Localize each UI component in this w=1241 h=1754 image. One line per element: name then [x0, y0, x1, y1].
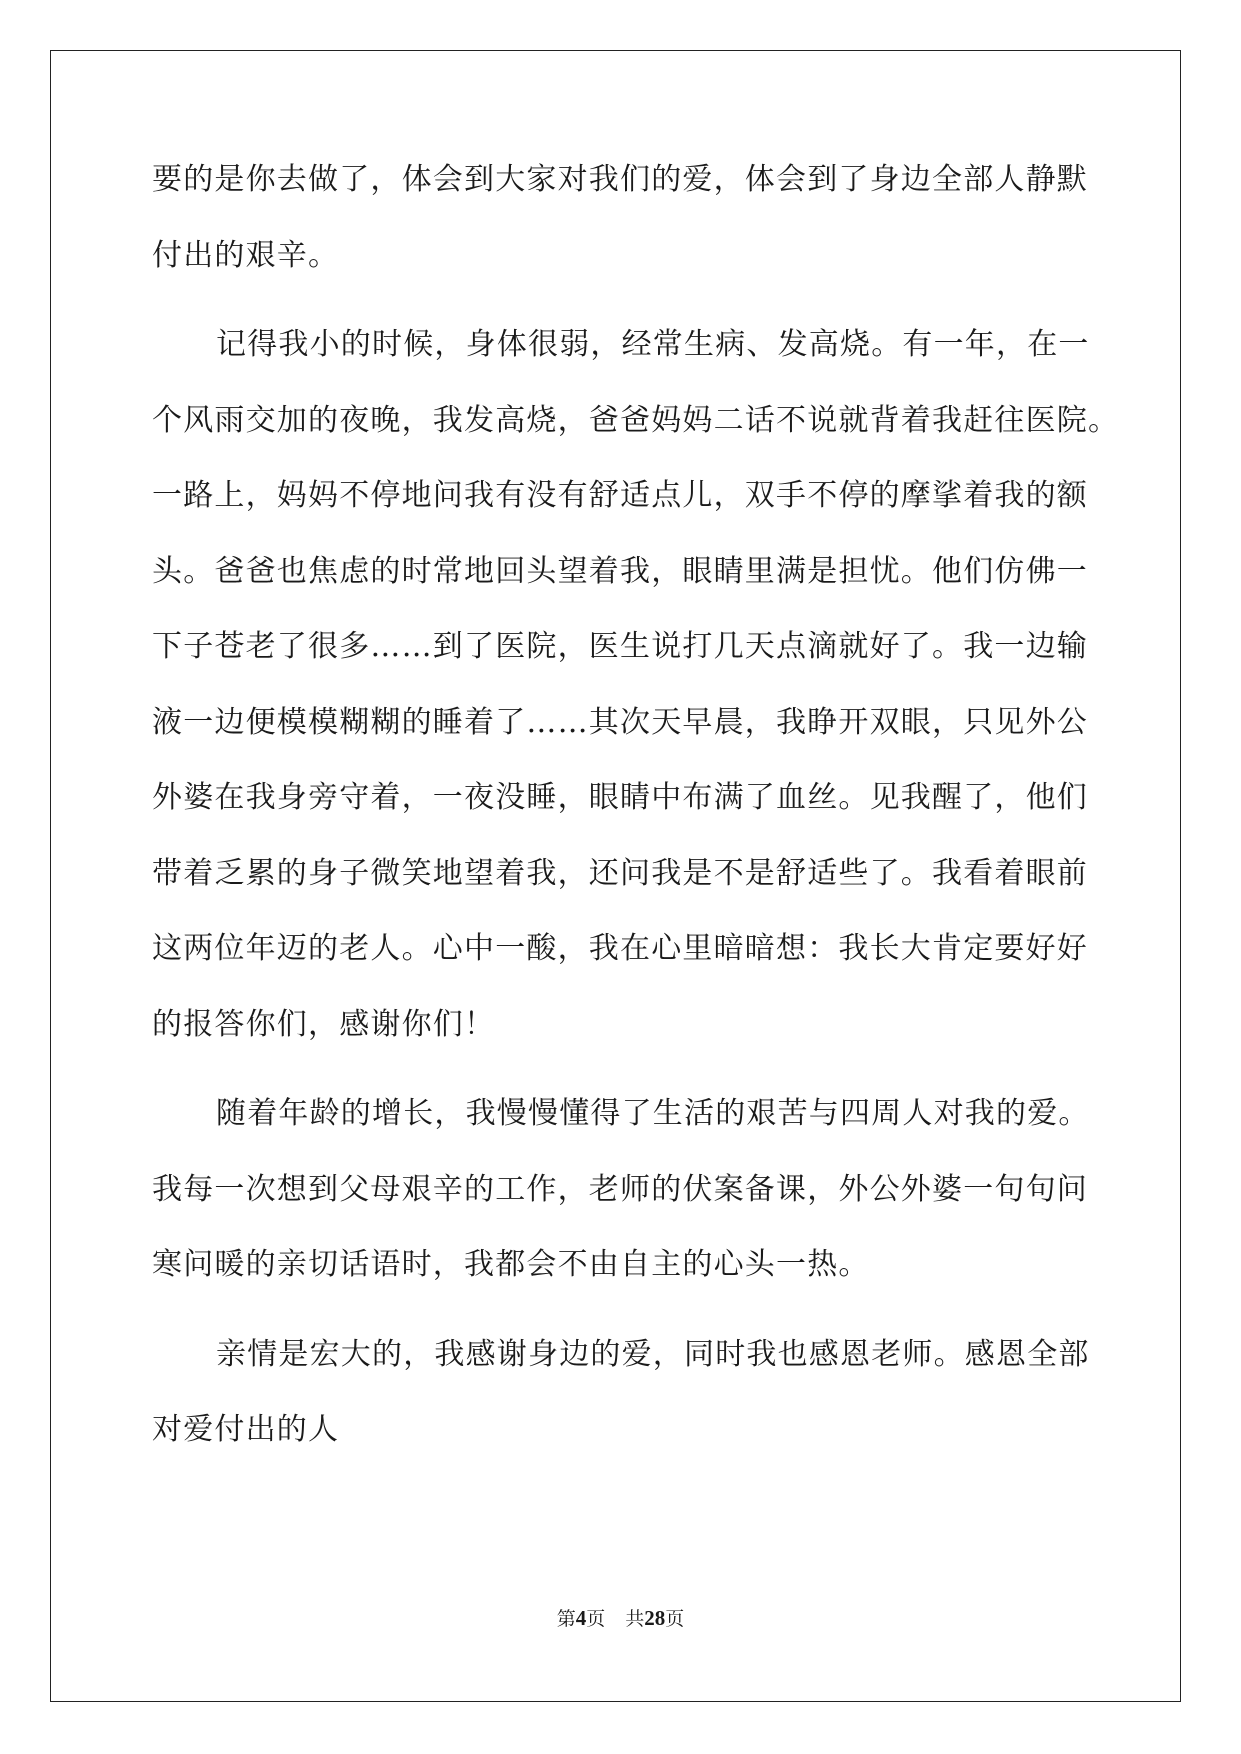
text-line: 个风雨交加的夜晚，我发高烧，爸爸妈妈二话不说就背着我赶往医院。: [152, 402, 1120, 438]
text-line: 记得我小的时候，身体很弱，经常生病、发高烧。有一年，在一: [216, 327, 1090, 362]
paragraph: [152, 1335, 1092, 1486]
text-line: 头。爸爸也焦虑的时常地回头望着我，眼睛里满是担忧。他们仿佛一: [152, 553, 1088, 589]
total-pages: 28: [644, 1606, 666, 1630]
text-line: 的报答你们，感谢你们！: [152, 1006, 496, 1042]
page-footer: [0, 1604, 1241, 1631]
text-line: 付出的艰辛。: [152, 237, 340, 273]
text-line: 液一边便模模糊糊的睡着了……其次天早晨，我睁开双眼，只见外公: [152, 704, 1088, 740]
text-line: 寒问暖的亲切话语时，我都会不由自主的心头一热。: [152, 1247, 870, 1282]
text-line: 带着乏累的身子微笑地望着我，还问我是不是舒适些了。我看着眼前: [152, 855, 1088, 891]
page-suffix: 页: [586, 1608, 606, 1630]
paragraph-gap: [152, 1321, 1092, 1335]
text-line: 对爱付出的人: [152, 1412, 340, 1447]
text-line: 我每一次想到父母艰辛的工作，老师的伏案备课，外公外婆一句句问: [152, 1171, 1088, 1207]
text-line: 要的是你去做了，体会到大家对我们的爱，体会到了身边全部人静默: [152, 162, 1088, 197]
document-body: [152, 160, 1120, 1486]
text-line: 一路上，妈妈不停地问我有没有舒适点儿，双手不停的摩挲着我的额: [152, 478, 1088, 513]
paragraph-gap: [152, 1080, 1092, 1094]
paragraph: [152, 325, 1120, 1080]
text-line: 随着年龄的增长，我慢慢懂得了生活的艰苦与四周人对我的爱。: [216, 1096, 1090, 1131]
page-number: 4: [575, 1606, 587, 1630]
page-prefix: 第: [556, 1608, 576, 1630]
paragraph: [152, 1094, 1092, 1321]
text-line: 亲情是宏大的，我感谢身边的爱，同时我也感恩老师。感恩全部: [216, 1336, 1090, 1372]
text-line: 外婆在我身旁守着，一夜没睡，眼睛中布满了血丝。见我醒了，他们: [152, 780, 1088, 815]
paragraph: [152, 160, 1092, 311]
text-line: 这两位年迈的老人。心中一酸，我在心里暗暗想：我长大肯定要好好: [152, 931, 1088, 966]
total-prefix: 共: [625, 1608, 645, 1630]
total-suffix: 页: [665, 1608, 685, 1630]
paragraph-gap: [152, 311, 1092, 325]
text-line: 下子苍老了很多……到了医院，医生说打几天点滴就好了。我一边输: [152, 629, 1088, 664]
